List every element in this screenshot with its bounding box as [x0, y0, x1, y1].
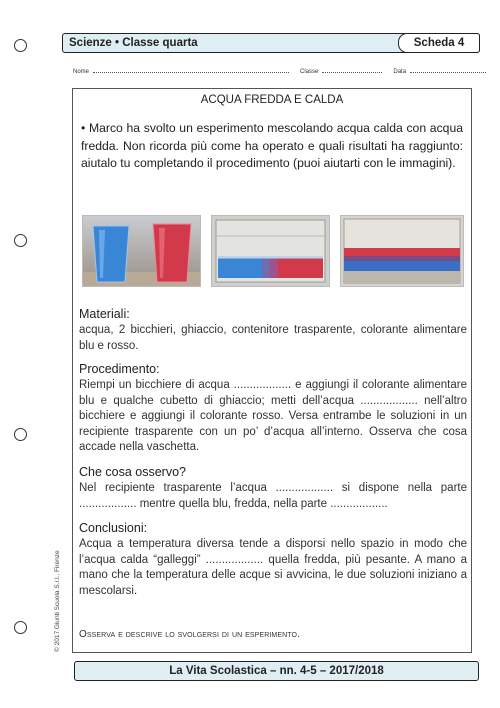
materials-heading: Materiali: [79, 307, 130, 321]
name-field[interactable] [93, 67, 289, 73]
observation-heading: Che cosa osservo? [79, 465, 187, 479]
learning-objective: Osserva e descrive lo svolgersi di un esperimento. [79, 629, 300, 640]
intro-paragraph: • Marco ha svolto un esperimento mescolando acqua calda con acqua fredda. Non ricorda più come ha operato e quali risultati ha raggiunto: aiutalo tu completando il procedimento (puoi aiutarti con le immagini). [81, 121, 463, 170]
conclusions-section [79, 520, 467, 599]
binder-hole-4 [14, 621, 27, 634]
date-field[interactable] [410, 67, 486, 73]
class-label: Classe [300, 69, 319, 75]
materials-text: acqua, 2 bicchieri, ghiaccio, contenitore trasparente, colorante alimentare blu e rosso. [79, 324, 467, 352]
procedure-text: Riempi un bicchiere di acqua .................. e aggiungi il colorante alimentare blu e qualche cubetto di ghiaccio; metti dell’acqua .................. nell’altro bicchiere e aggiungi il colorante rosso. Versa entrambe le soluzioni in un recipiente trasparente con un po’ d’acqua all’interno. Osserva che cosa accade nella vaschetta. [79, 379, 467, 454]
copyright-note: © 2017 Giunti Scuola S.r.l., Firenze [54, 550, 61, 652]
binder-hole-2 [14, 234, 27, 247]
student-fields [73, 67, 469, 75]
binder-hole-1 [14, 39, 27, 52]
binder-hole-3 [14, 428, 27, 441]
worksheet-title: ACQUA FREDDA E CALDA [200, 94, 344, 106]
conclusions-text: Acqua a temperatura diversa tende a disporsi nello spazio in modo che l’acqua calda “galleggi” .................. quella fredda, più pesante. A mano a mano che la temperatura delle acque si avvicina, le due soluzioni iniziano a mescolarsi. [79, 538, 467, 597]
photo-two-glasses [82, 215, 201, 287]
subject-label: Scienze • Classe quarta [69, 37, 198, 49]
conclusions-heading: Conclusioni: [79, 521, 148, 535]
footer-bar: La Vita Scolastica – nn. 4-5 – 2017/2018 [74, 661, 479, 681]
procedure-heading: Procedimento: [79, 362, 160, 376]
sheet-label: Scheda 4 [398, 33, 480, 53]
observation-text: Nel recipiente trasparente l’acqua .................. si dispone nella parte .................. mentre quella blu, fredda, nella parte .................. [79, 482, 467, 510]
photo-mixing-container [211, 215, 330, 287]
procedure-section [79, 361, 467, 456]
materials-section [79, 306, 467, 354]
date-label: Data [393, 69, 407, 75]
worksheet-box [72, 88, 472, 653]
header-bar [62, 33, 480, 53]
observation-section [79, 464, 467, 512]
class-field[interactable] [322, 67, 382, 73]
photo-water-layers [340, 215, 464, 287]
name-label: Nome [73, 69, 90, 75]
